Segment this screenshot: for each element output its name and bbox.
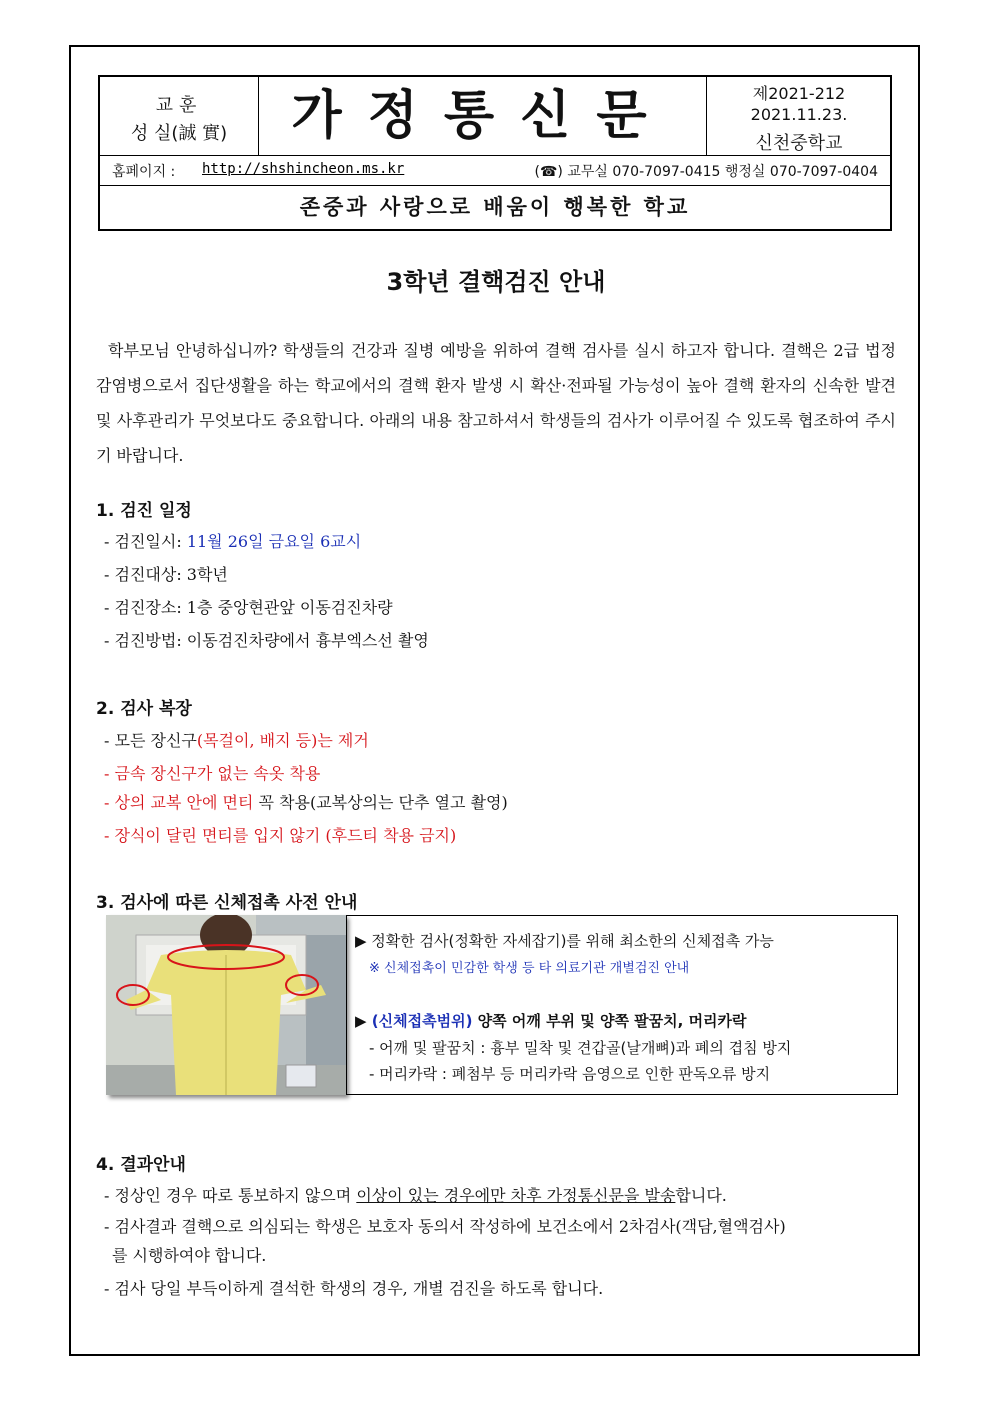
- result-item-1-c: 합니다.: [675, 1186, 727, 1205]
- exam-date-item: [104, 529, 361, 552]
- letterhead-top-row: [100, 77, 890, 156]
- school-motto: [100, 77, 259, 155]
- homepage-label: 홈페이지 :: [112, 164, 176, 180]
- arrow-marker: ▶: [355, 1012, 367, 1030]
- issue-number: 제2021-212: [752, 84, 846, 103]
- body-contact-info-box: [346, 915, 898, 1095]
- motto-value: 성 실(誠 實): [130, 123, 228, 144]
- xray-positioning-photo: [106, 915, 346, 1095]
- homepage-link[interactable]: http://shshincheon.ms.kr: [202, 161, 405, 177]
- dress-item-2: - 금속 장신구가 없는 속옷 착용: [104, 764, 321, 783]
- result-item-1-b: 이상이 있는 경우에만 차후 가정통신문을 발송: [356, 1186, 676, 1205]
- result-item-1: [104, 1183, 727, 1206]
- page-frame: [69, 45, 920, 1356]
- issue-info: [706, 77, 891, 155]
- exam-method-item: - 검진방법: 이동검진차량에서 흉부엑스선 촬영: [104, 631, 429, 650]
- contact-line-4: - 어깨 및 팔꿈치 : 흉부 밀착 및 견갑골(날개뼈)과 폐의 겹침 방지: [369, 1039, 792, 1057]
- section2-heading: 2. 검사 복장: [96, 699, 192, 719]
- contact-line-1: ▶ 정확한 검사(정확한 자세잡기)를 위해 최소한의 신체접촉 가능: [355, 932, 774, 950]
- intro-paragraph: [96, 333, 896, 473]
- dress-item-3-a: - 상의 교복 안에 면티: [104, 793, 254, 812]
- result-item-2-b: 를 시행하여야 합니다.: [112, 1246, 267, 1265]
- dress-item-1: [104, 728, 369, 751]
- newsletter-title: 가정통신문: [291, 85, 673, 146]
- section1-heading: 1. 검진 일정: [96, 501, 192, 521]
- intro-text: 학부모님 안녕하십니까? 학생들의 건강과 질병 예방을 위하여 결핵 검사를 실시 하고자 합니다. 결핵은 2급 법정 감염병으로서 집단생활을 하는 학교에서의 결핵 환자 발생 시 확산·전파될 가능성이 높아 결핵 환자의 신속한 발견 및 사후관리가 무엇보다도 중요합니다. 아래의 내용 참고하셔서 학생들의 검사가 이루어질 수 있도록 협조하여 주시기 바랍니다.: [96, 341, 896, 465]
- document-title: 3학년 결핵검진 안내: [386, 268, 606, 296]
- contact-line-2: ※ 신체접촉이 민감한 학생 등 타 의료기관 개별검진 안내: [369, 961, 690, 976]
- dress-item-3-b: 꼭 착용(교복상의는 단추 열고 촬영): [253, 793, 508, 812]
- result-item-1-a: - 정상인 경우 따로 통보하지 않으며: [104, 1186, 357, 1205]
- exam-target-item: - 검진대상: 3학년: [104, 565, 228, 584]
- exam-date-label: - 검진일시:: [104, 532, 182, 551]
- dress-item-4: - 장식이 달린 면티를 입지 않기 (후드티 착용 금지): [104, 826, 457, 845]
- issue-date: 2021.11.23.: [750, 105, 848, 124]
- exam-place-item: - 검진장소: 1층 중앙현관앞 이동검진차량: [104, 598, 393, 617]
- xray-photo-illustration: [106, 915, 346, 1095]
- section4-heading: 4. 결과안내: [96, 1155, 186, 1175]
- dress-item-1-b: (목걸이, 배지 등)는 제거: [196, 731, 369, 750]
- contact-line-5: - 머리카락 : 폐첨부 등 머리카락 음영으로 인한 판독오류 방지: [369, 1065, 771, 1083]
- dress-item-1-a: - 모든 장신구: [104, 731, 197, 750]
- letterhead: [98, 75, 892, 231]
- school-slogan: 존중과 사랑으로 배움이 행복한 학교: [299, 195, 691, 219]
- contact-range-label: (신체접촉범위): [371, 1012, 473, 1030]
- section3-heading: 3. 검사에 따른 신체접촉 사전 안내: [96, 893, 358, 913]
- result-item-2-a: - 검사결과 결핵으로 의심되는 학생은 보호자 동의서 작성하에 보건소에서 2차검사(객담,혈액검사): [104, 1217, 786, 1236]
- dress-item-3: [104, 790, 508, 813]
- motto-label: 교훈: [155, 95, 203, 116]
- result-item-3: - 검사 당일 부득이하게 결석한 학생의 경우, 개별 검진을 하도록 합니다.: [104, 1279, 604, 1298]
- contact-range-text: 양쪽 어깨 부위 및 양쪽 팔꿈치, 머리카락: [472, 1012, 747, 1030]
- letterhead-contact-row: [100, 155, 890, 186]
- contact-line-3: [355, 1010, 747, 1031]
- exam-date-value: 11월 26일 금요일 6교시: [186, 532, 362, 551]
- contact-phones: (☎) 교무실 070-7097-0415 행정실 070-7097-0404: [534, 164, 878, 180]
- school-name: 신천중학교: [755, 133, 843, 154]
